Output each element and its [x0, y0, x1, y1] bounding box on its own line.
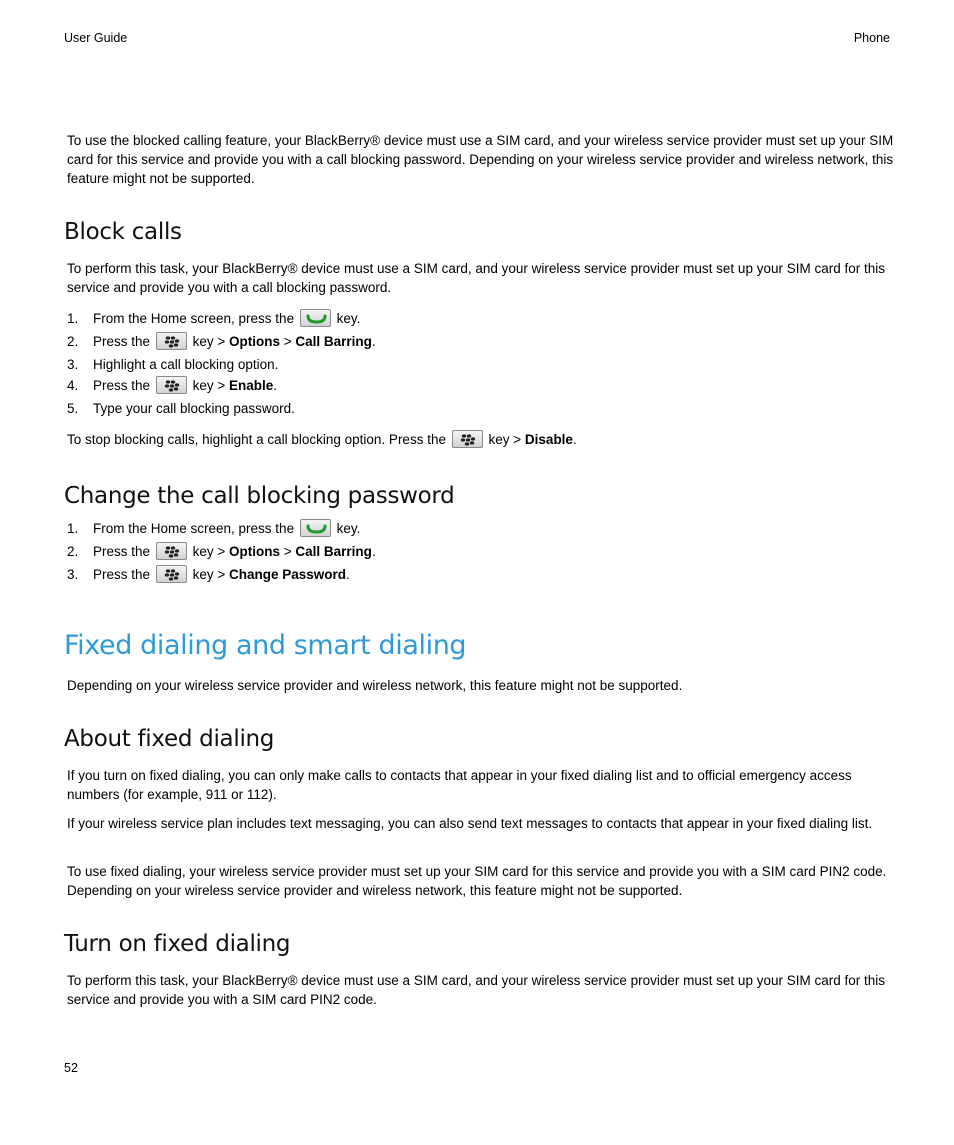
about-fixed-paragraph-3: To use fixed dialing, your wireless service provider must set up your SIM card for this service and provide you with a SIM card PIN2 code. Depending on your wireless service provider and wireless network, this feature might not be supported. — [67, 864, 887, 898]
menu-key-icon — [156, 332, 187, 350]
list-item: 3. Highlight a call blocking option. — [67, 357, 279, 372]
list-item: 1. From the Home screen, press the key. — [67, 311, 361, 326]
heading-about-fixed-dialing: About fixed dialing — [64, 726, 275, 752]
list-item: 4. Press the key > Enable. — [67, 378, 278, 393]
running-header-right: Phone — [853, 31, 890, 45]
menu-key-icon — [156, 376, 187, 394]
page-number: 52 — [64, 1061, 78, 1075]
list-item: 2. Press the key > Options > Call Barring. — [67, 544, 376, 559]
running-header-left: User Guide — [64, 31, 128, 45]
list-item: 3. Press the key > Change Password. — [67, 567, 350, 582]
about-fixed-paragraph-1: If you turn on fixed dialing, you can only make calls to contacts that appear in your fixed dialing list and to official emergency access numbers (for example, 911 or 112). — [67, 768, 852, 802]
menu-key-icon — [156, 542, 187, 560]
menu-key-icon — [452, 430, 483, 448]
send-key-icon — [300, 309, 331, 327]
list-item: 1. From the Home screen, press the key. — [67, 521, 361, 536]
turn-on-fixed-prereq: To perform this task, your BlackBerry® device must use a SIM card, and your wireless service provider must set up your SIM card for this service and provide you with a SIM card PIN2 code. — [67, 973, 885, 1007]
fixed-smart-paragraph: Depending on your wireless service provider and wireless network, this feature might not be supported. — [67, 678, 683, 693]
block-calls-prereq: To perform this task, your BlackBerry® device must use a SIM card, and your wireless service provider must set up your SIM card for this service and provide you with a call blocking password. — [67, 261, 885, 295]
heading-change-password: Change the call blocking password — [64, 483, 455, 509]
about-fixed-paragraph-2: If your wireless service plan includes text messaging, you can also send text messages to contacts that appear in your fixed dialing list. — [67, 816, 873, 831]
list-item: 5. Type your call blocking password. — [67, 401, 295, 416]
list-item: 2. Press the key > Options > Call Barring. — [67, 334, 376, 349]
intro-paragraph: To use the blocked calling feature, your BlackBerry® device must use a SIM card, and your wireless service provider must set up your SIM card for this service and provide you with a call blocking password. Depending on your wireless service provider and wireless network, this feature might not be supported. — [67, 133, 894, 186]
send-key-icon — [300, 519, 331, 537]
heading-block-calls: Block calls — [64, 219, 182, 245]
heading-turn-on-fixed-dialing: Turn on fixed dialing — [64, 931, 291, 957]
stop-blocking-paragraph: To stop blocking calls, highlight a call blocking option. Press the key > Disable. — [67, 432, 577, 447]
menu-key-icon — [156, 565, 187, 583]
heading-fixed-smart-dialing: Fixed dialing and smart dialing — [64, 630, 467, 661]
